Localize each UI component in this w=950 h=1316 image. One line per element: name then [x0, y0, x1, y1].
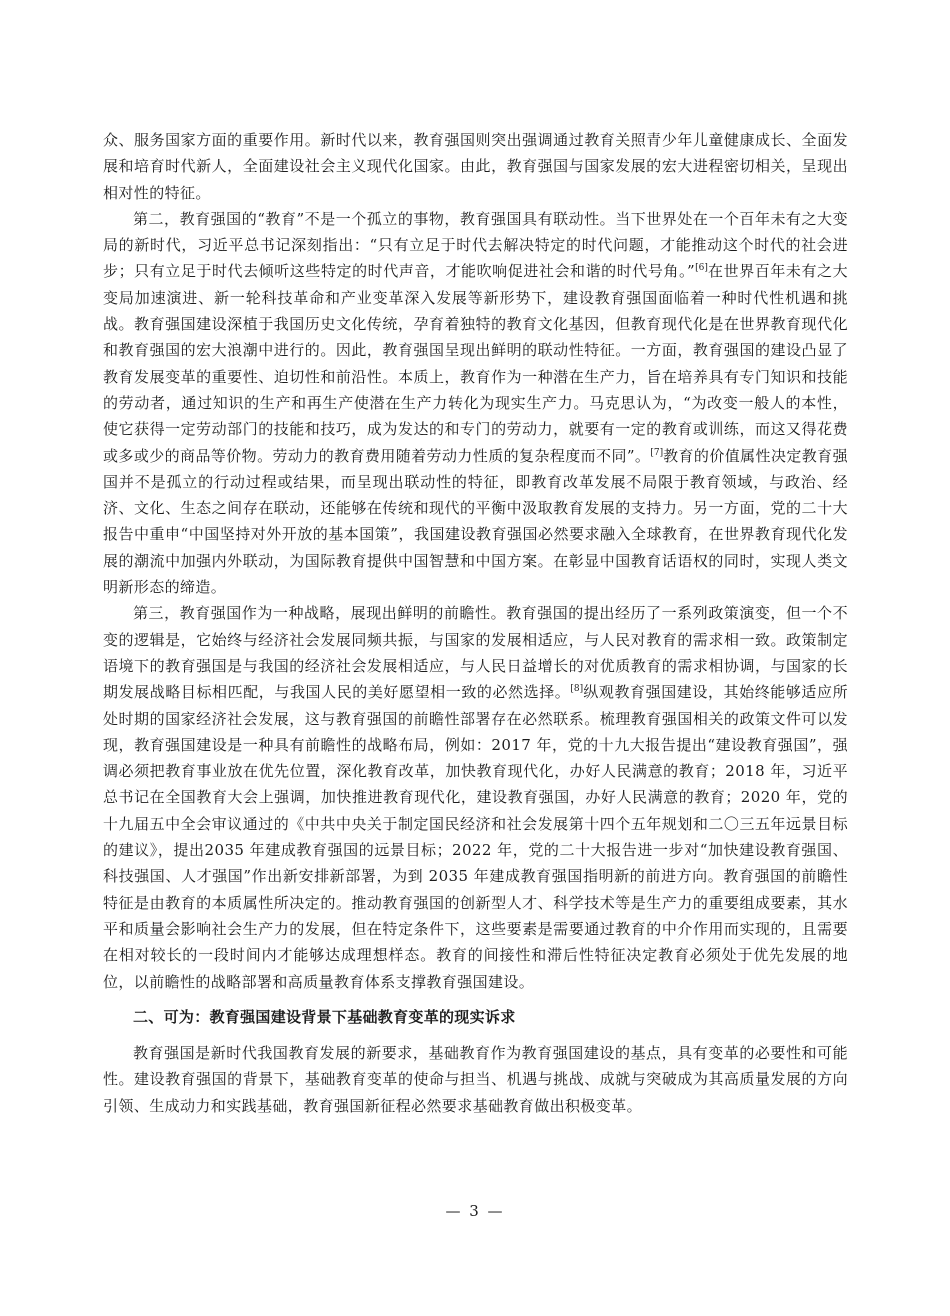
paragraph-forward-looking [103, 600, 848, 994]
paragraph-text: 第三，教育强国作为一种战略，展现出鲜明的前瞻性。教育强国的提出经历了一系列政策演变，但一个不变的逻辑是，它始终与经济社会发展同频共振，与国家的发展相适应，与人民对教育的需求相一致。政策制定语境下的教育强国是与我国的经济社会发展相适应，与人民日益增长的对优质教育的需求相协调，与国家的长期发展战略目标相匹配，与我国人民的美好愿望相一致的必然选择。 [103, 604, 848, 702]
paragraph-text: 第二，教育强国的“教育”不是一个孤立的事物，教育强国具有联动性。当下世界处在一个百年未有之大变局的新时代，习近平总书记深刻指出：“只有立足于时代去解决特定的时代问题，才能推动这个时代的社会进步；只有立足于时代去倾听这些特定的时代声音，才能吹响促进社会和谐的时代号角。” [103, 209, 848, 281]
paragraph-continuation: 众、服务国家方面的重要作用。新时代以来，教育强国则突出强调通过教育关照青少年儿童健康成长、全面发展和培育时代新人，全面建设社会主义现代化国家。由此，教育强国与国家发展的宏大进程密切相关，呈现出相对性的特征。 [103, 131, 848, 202]
citation-ref: [8] [570, 684, 584, 695]
citation-ref: [7] [650, 447, 664, 458]
paragraph-text: 在世界百年未有之大变局加速演进、新一轮科技革命和产业变革深入发展等新形势下，建设教育强国面临着一种时代性机遇和挑战。教育强国建设深植于我国历史文化传统，孕育着独特的教育文化基因，但教育现代化是在世界教育现代化和教育强国的宏大浪潮中进行的。因此，教育强国呈现出鲜明的联动性特征。一方面，教育强国的建设凸显了教育发展变革的重要性、迫切性和前沿性。本质上，教育作为一种潜在生产力，旨在培养具有专门知识和技能的劳动者，通过知识的生产和再生产使潜在生产力转化为现实生产力。马克思认为，“为改变一般人的本性，使它获得一定劳动部门的技能和技巧，成为发达的和专门的劳动力，就要有一定的教育或训练，而这又得花费或多或少的商品等价物。劳动力的教育费用随着劳动力性质的复杂程度而不同”。 [103, 262, 848, 465]
paragraph-text: 纵观教育强国建设，其始终能够适应所处时期的国家经济社会发展，这与教育强国的前瞻性部署存在必然联系。梳理教育强国相关的政策文件可以发现，教育强国建设是一种具有前瞻性的战略布局，例如：2017 年，党的十九大报告提出“建设教育强国”，强调必须把教育事业放在优先位置，深化教育改革，加快教育现代化，办好人民满意的教育；2018 年，习近平总书记在全国教育大会上强调，加快推进教育现代化，建设教育强国，办好人民满意的教育；2020 年，党的十九届五中全会审议通过的《中共中央关于制定国民经济和社会发展第十四个五年规划和二〇三五年远景目标的建议》，提出2035 年建成教育强国的远景目标；2022 年，党的二十大报告进一步对“加快建设教育强国、科技强国、人才强国”作出新安排新部署，为到 2035 年建成教育强国指明新的前进方向。教育强国的前瞻性特征是由教育的本质属性所决定的。推动教育强国的创新型人才、科学技术等是生产力的重要组成要素，其水平和质量会影响社会生产力的发展，但在特定条件下，这些要素是需要通过教育的中介作用而实现的，且需要在相对较长的一段时间内才能够达成理想样态。教育的间接性和滞后性特征决定教育必须处于优先发展的地位，以前瞻性的战略部署和高质量教育体系支撑教育强国建设。 [103, 683, 848, 991]
paragraph-interconnectedness [103, 206, 848, 600]
citation-ref: [6] [695, 263, 708, 274]
page-number: — 3 — [445, 1202, 505, 1220]
paragraph-section-intro: 教育强国是新时代我国教育发展的新要求，基础教育作为教育强国建设的基点，具有变革的必要性和可能性。建设教育强国的背景下，基础教育变革的使命与担当、机遇与挑战、成就与突破成为其高质量发展的方向引领、生成动力和实践基础，教育强国新征程必然要求基础教育做出积极变革。 [103, 1044, 848, 1115]
paragraph-text: 教育的价值属性决定教育强国并不是孤立的行动过程或结果，而呈现出联动性的特征，即教育改革发展不局限于教育领域，与政治、经济、文化、生态之间存在联动，还能够在传统和现代的平衡中汲取教育发展的支持力。另一方面，党的二十大报告中重申“中国坚持对外开放的基本国策”，我国建设教育强国必然要求融入全球教育，在世界教育现代化发展的潮流中加强内外联动，为国际教育提供中国智慧和中国方案。在彰显中国教育话语权的同时，实现人类文明新形态的缔造。 [103, 446, 848, 597]
body-text [103, 127, 848, 1119]
section-heading: 二、可为：教育强国建设背景下基础教育变革的现实诉求 [133, 1007, 516, 1026]
